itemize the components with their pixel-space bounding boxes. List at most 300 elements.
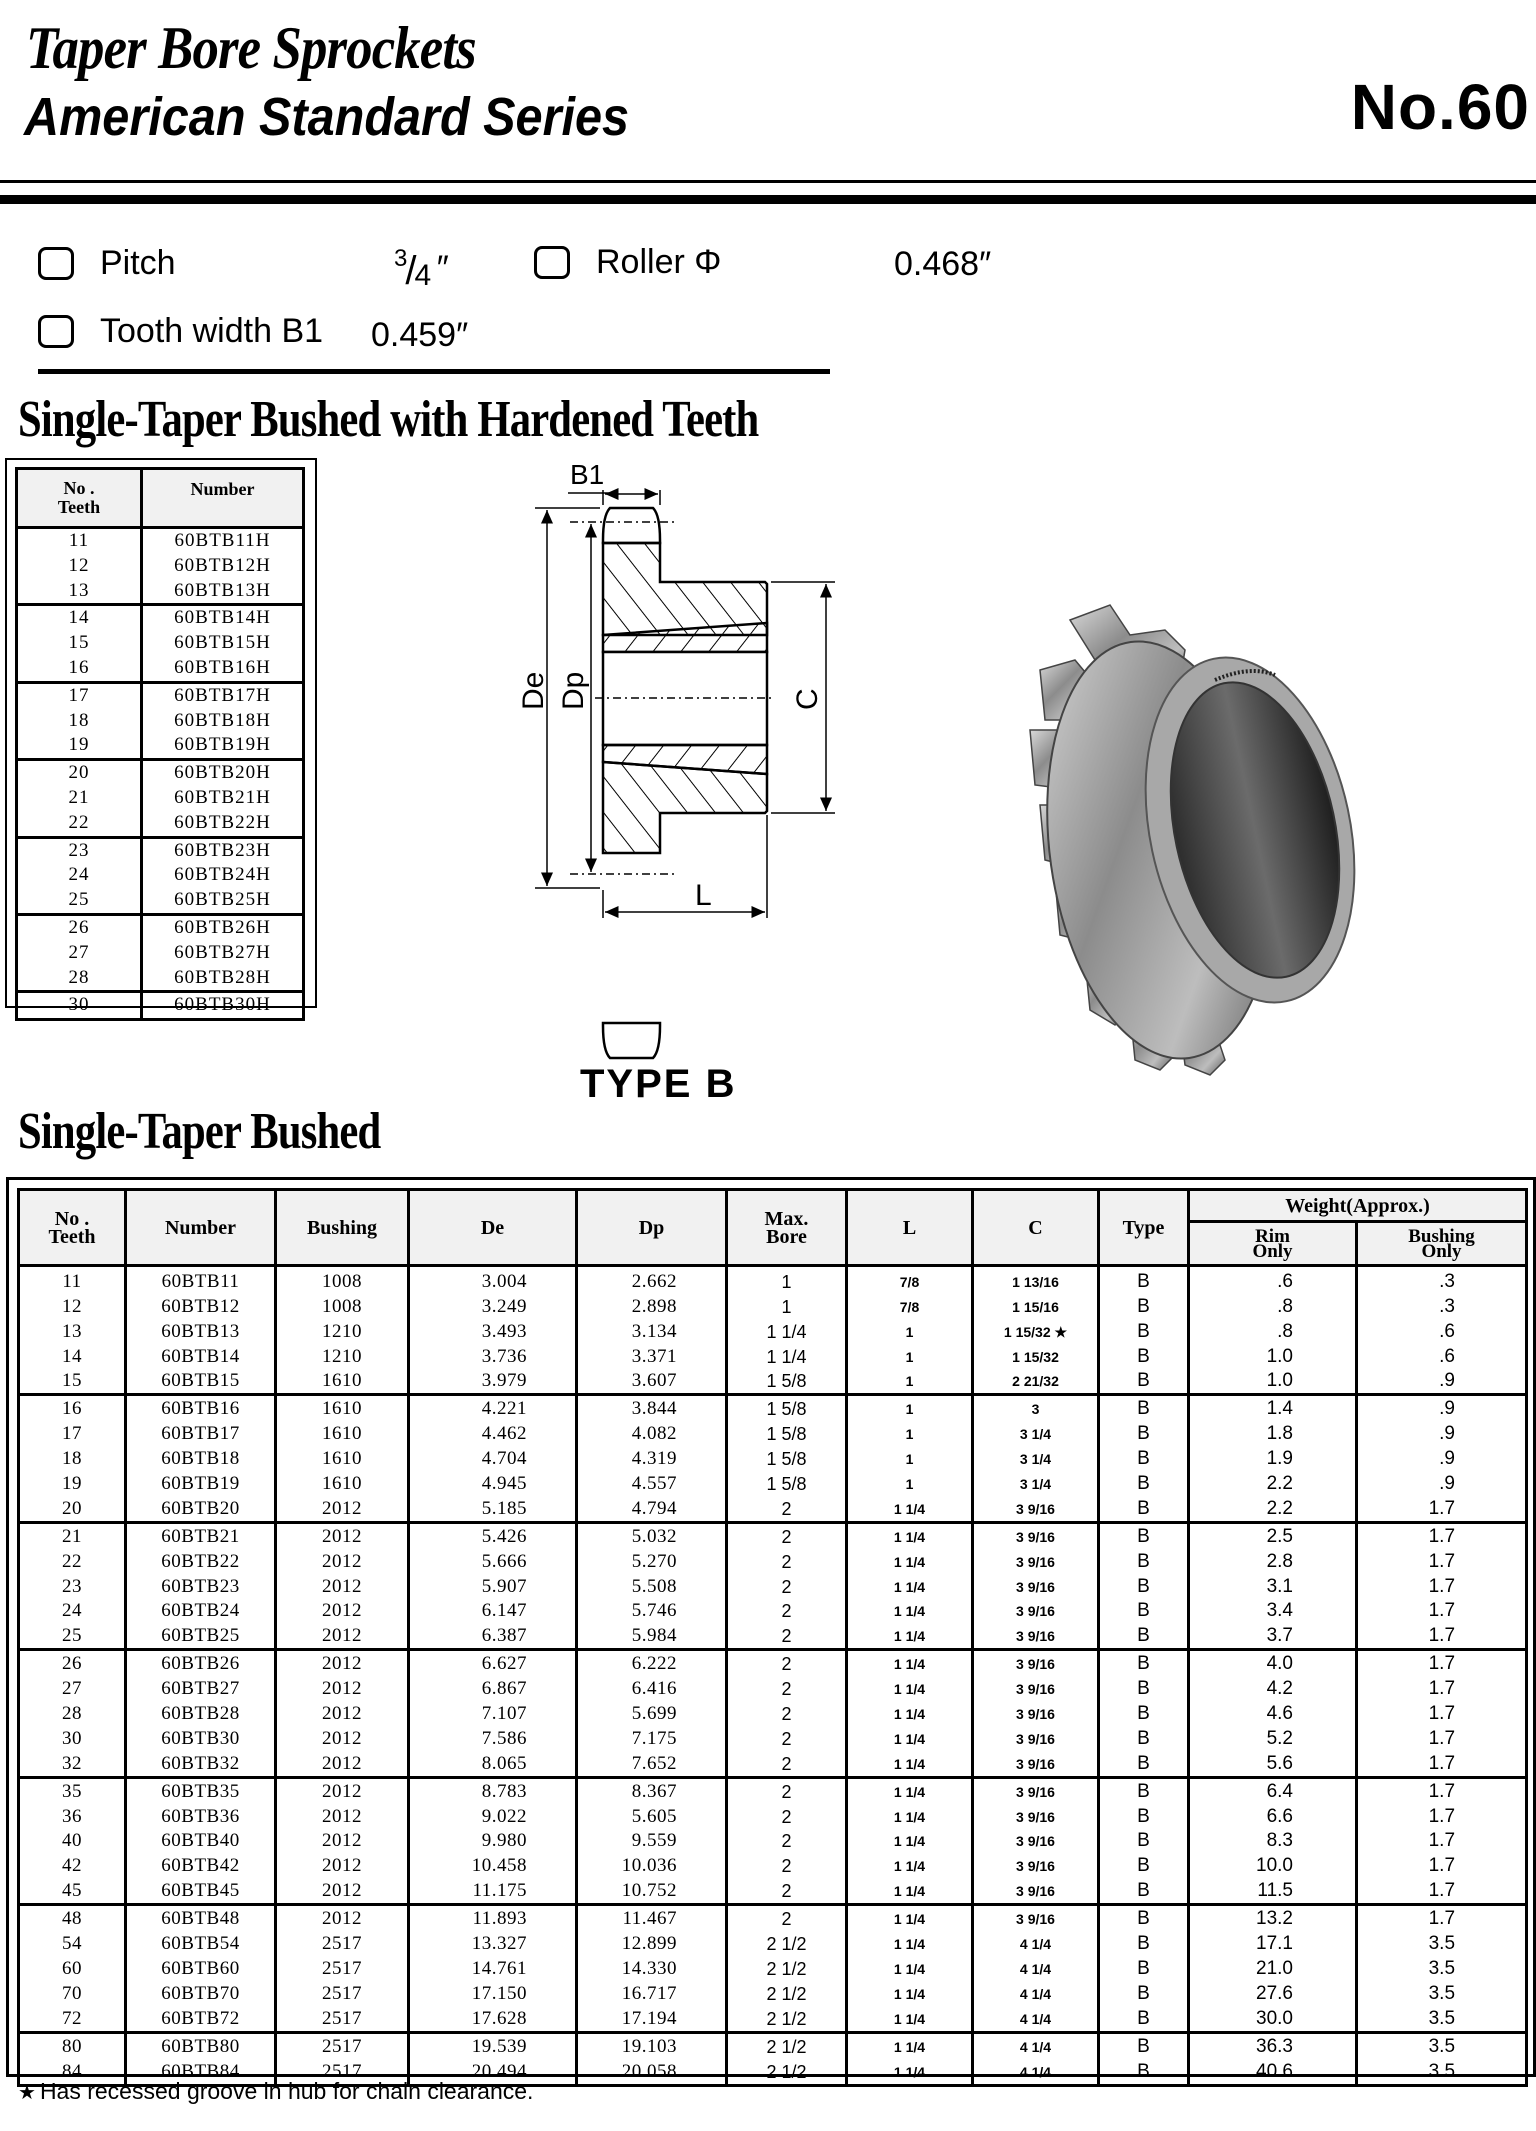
cell-number: 60BTB24 [126,1599,276,1624]
cell-bushing: 2012 [276,1549,409,1574]
cell-teeth: 23 [19,1574,126,1599]
cell-bushing: 1210 [276,1319,409,1344]
cell-max-bore: 2 [727,1549,847,1574]
cell-bushing: 2517 [276,2006,409,2032]
cell-dp: 20.058 [577,2059,727,2085]
cell-c: 4 1/4 [973,2006,1099,2032]
cell-de: 6.387 [409,1623,577,1649]
cell-rim-weight: 1.4 [1189,1395,1357,1421]
cell-max-bore: 2 [727,1829,847,1854]
cell-teeth: 30 [17,992,142,1020]
cell-teeth: 19 [19,1471,126,1496]
hardened-teeth-table-frame [5,458,317,1016]
cell-number: 60BTB13H [142,579,304,605]
cell-rim-weight: 2.2 [1189,1496,1357,1522]
cell-max-bore: 2 1/2 [727,2032,847,2058]
cell-bushing-weight: 3.5 [1357,2032,1527,2058]
dp-label: Dp [557,671,590,710]
table-row [17,966,304,992]
cell-max-bore: 2 [727,1701,847,1726]
cell-de: 14.761 [409,1956,577,1981]
cell-dp: 12.899 [577,1931,727,1956]
table-row [19,1319,1527,1344]
cell-rim-weight: 4.0 [1189,1650,1357,1676]
cell-teeth: 16 [19,1395,126,1421]
cell-bushing: 1610 [276,1369,409,1395]
cell-max-bore: 1 5/8 [727,1369,847,1395]
cell-number: 60BTB16H [142,656,304,682]
cell-bushing: 1008 [276,1294,409,1319]
cell-teeth: 21 [17,786,142,811]
checkbox-square-icon [38,315,74,348]
cell-max-bore: 2 1/2 [727,2006,847,2032]
cell-number: 60BTB17H [142,682,304,708]
spec-roller-label: Roller Φ [596,243,722,281]
cell-rim-weight: .8 [1189,1294,1357,1319]
cell-de: 9.980 [409,1829,577,1854]
cell-dp: 2.662 [577,1266,727,1294]
cell-teeth: 19 [17,733,142,759]
cell-number: 60BTB60 [126,1956,276,1981]
cell-number: 60BTB18 [126,1446,276,1471]
table-row [19,1726,1527,1751]
cell-type: B [1099,1294,1189,1319]
cell-bushing: 1610 [276,1471,409,1496]
cell-teeth: 13 [19,1319,126,1344]
cell-teeth: 20 [17,760,142,786]
cell-bushing: 2012 [276,1676,409,1701]
table-row [19,1751,1527,1777]
table-row [19,1522,1527,1548]
cell-de: 20.494 [409,2059,577,2085]
cell-max-bore: 2 1/2 [727,2059,847,2085]
col-header-number: Number [126,1190,276,1266]
cell-bushing-weight: 3.5 [1357,1981,1527,2006]
cell-rim-weight: 40.6 [1189,2059,1357,2085]
table-row [17,786,304,811]
table-row [19,1471,1527,1496]
cell-type: B [1099,1777,1189,1803]
cell-teeth: 35 [19,1777,126,1803]
cell-dp: 7.175 [577,1726,727,1751]
hardened-teeth-table [15,467,305,1021]
cell-number: 60BTB35 [126,1777,276,1803]
cell-l: 1 1/4 [847,2032,973,2058]
cell-number: 60BTB20 [126,1496,276,1522]
cell-number: 60BTB15H [142,631,304,656]
table-row [17,760,304,786]
cell-c: 4 1/4 [973,2059,1099,2085]
cell-c: 3 9/16 [973,1496,1099,1522]
col-header-bushing: Bushing [276,1190,409,1266]
cell-max-bore: 2 [727,1751,847,1777]
cell-bushing-weight: 1.7 [1357,1522,1527,1548]
cell-teeth: 40 [19,1829,126,1854]
cell-number: 60BTB70 [126,1981,276,2006]
cell-teeth: 45 [19,1878,126,1904]
cell-rim-weight: 3.7 [1189,1623,1357,1649]
cell-max-bore: 2 [727,1726,847,1751]
cell-de: 4.945 [409,1471,577,1496]
col-header-dp: Dp [577,1190,727,1266]
cell-bushing-weight: 1.7 [1357,1726,1527,1751]
cell-c: 3 9/16 [973,1522,1099,1548]
table-row [19,1905,1527,1931]
cell-teeth: 23 [17,837,142,863]
standard-bushed-table [17,1188,1528,2087]
col-header-max-bore: Max. Bore [727,1190,847,1266]
table-row [17,554,304,579]
cell-l: 1 [847,1446,973,1471]
cell-number: 60BTB48 [126,1905,276,1931]
cell-dp: 8.367 [577,1777,727,1803]
cell-number: 60BTB42 [126,1853,276,1878]
cell-l: 1 1/4 [847,1549,973,1574]
cell-teeth: 14 [19,1344,126,1369]
cell-number: 60BTB84 [126,2059,276,2085]
cell-c: 3 1/4 [973,1446,1099,1471]
cell-bushing-weight: .3 [1357,1266,1527,1294]
cell-bushing: 1008 [276,1266,409,1294]
cell-de: 3.979 [409,1369,577,1395]
star-icon: ★ [18,2082,36,2104]
cell-teeth: 11 [17,528,142,554]
col-header-l: L [847,1190,973,1266]
cell-teeth: 14 [17,605,142,631]
cell-bushing-weight: 3.5 [1357,1931,1527,1956]
cell-dp: 3.844 [577,1395,727,1421]
cell-c: 4 1/4 [973,2032,1099,2058]
table-row [17,709,304,734]
cell-number: 60BTB18H [142,709,304,734]
cell-dp: 5.605 [577,1804,727,1829]
cell-type: B [1099,1522,1189,1548]
cell-type: B [1099,1751,1189,1777]
cell-dp: 3.607 [577,1369,727,1395]
cell-bushing-weight: 1.7 [1357,1804,1527,1829]
cell-c: 3 9/16 [973,1574,1099,1599]
cell-teeth: 42 [19,1853,126,1878]
cell-max-bore: 2 1/2 [727,1956,847,1981]
cell-c: 3 1/4 [973,1471,1099,1496]
cell-dp: 4.557 [577,1471,727,1496]
col-header-number: Number [142,469,304,528]
cell-teeth: 25 [17,888,142,914]
cell-bushing-weight: 1.7 [1357,1777,1527,1803]
cell-number: 60BTB26 [126,1650,276,1676]
cell-teeth: 27 [19,1676,126,1701]
cell-c: 3 9/16 [973,1878,1099,1904]
cell-de: 17.628 [409,2006,577,2032]
cell-number: 60BTB22H [142,811,304,837]
cell-l: 1 1/4 [847,1777,973,1803]
cell-number: 60BTB19H [142,733,304,759]
cell-bushing-weight: 1.7 [1357,1676,1527,1701]
cell-c: 3 9/16 [973,1829,1099,1854]
cell-c: 1 15/16 [973,1294,1099,1319]
cell-c: 3 9/16 [973,1905,1099,1931]
table-row [19,2006,1527,2032]
cell-bushing: 2012 [276,1905,409,1931]
cell-bushing-weight: .9 [1357,1446,1527,1471]
cell-number: 60BTB30 [126,1726,276,1751]
cell-l: 1 1/4 [847,1574,973,1599]
cell-de: 13.327 [409,1931,577,1956]
cell-number: 60BTB36 [126,1804,276,1829]
cell-c: 3 9/16 [973,1599,1099,1624]
series-number: No.60 [1350,71,1530,143]
cell-number: 60BTB11H [142,528,304,554]
table-row [19,2032,1527,2058]
cell-number: 60BTB14 [126,1344,276,1369]
cell-bushing-weight: .9 [1357,1421,1527,1446]
cell-teeth: 26 [17,914,142,940]
cell-l: 1 1/4 [847,1981,973,2006]
cell-teeth: 22 [19,1549,126,1574]
cell-number: 60BTB28H [142,966,304,992]
cell-bushing-weight: 1.7 [1357,1496,1527,1522]
cell-teeth: 21 [19,1522,126,1548]
cell-bushing: 2012 [276,1777,409,1803]
cell-bushing-weight: 1.7 [1357,1878,1527,1904]
spec-tooth-width [38,312,323,351]
cell-dp: 17.194 [577,2006,727,2032]
cell-c: 2 21/32 [973,1369,1099,1395]
cell-de: 9.022 [409,1804,577,1829]
cell-number: 60BTB28 [126,1701,276,1726]
cell-c: 3 9/16 [973,1751,1099,1777]
col-header-de: De [409,1190,577,1266]
cell-max-bore: 2 [727,1599,847,1624]
cell-bushing-weight: 1.7 [1357,1905,1527,1931]
cell-l: 1 1/4 [847,1599,973,1624]
cell-number: 60BTB26H [142,914,304,940]
cell-max-bore: 2 1/2 [727,1931,847,1956]
cell-number: 60BTB15 [126,1369,276,1395]
cell-type: B [1099,1623,1189,1649]
cell-teeth: 25 [19,1623,126,1649]
table-row [17,837,304,863]
cell-de: 4.462 [409,1421,577,1446]
cell-l: 1 1/4 [847,1726,973,1751]
cell-c: 3 9/16 [973,1549,1099,1574]
table-row [19,1981,1527,2006]
cell-bushing-weight: 3.5 [1357,2006,1527,2032]
table-row [19,1421,1527,1446]
table-row [17,579,304,605]
cell-bushing-weight: 3.5 [1357,2059,1527,2085]
cell-l: 1 [847,1395,973,1421]
cell-max-bore: 1 [727,1294,847,1319]
cell-dp: 5.508 [577,1574,727,1599]
cell-bushing: 2517 [276,1981,409,2006]
cell-teeth: 70 [19,1981,126,2006]
cell-bushing: 2012 [276,1829,409,1854]
spec-tooth-width-label: Tooth width B1 [100,312,324,350]
cell-bushing-weight: .9 [1357,1369,1527,1395]
cell-l: 1 1/4 [847,1905,973,1931]
cell-type: B [1099,1905,1189,1931]
de-label: De [517,671,550,710]
cell-dp: 10.752 [577,1878,727,1904]
cell-bushing-weight: 1.7 [1357,1574,1527,1599]
cell-bushing: 2517 [276,2032,409,2058]
cell-number: 60BTB19 [126,1471,276,1496]
cell-bushing-weight: .3 [1357,1294,1527,1319]
cell-de: 11.175 [409,1878,577,1904]
cell-l: 1 1/4 [847,1623,973,1649]
cell-max-bore: 1 5/8 [727,1395,847,1421]
spec-roller [534,243,721,282]
cell-bushing: 2517 [276,2059,409,2085]
cell-dp: 14.330 [577,1956,727,1981]
type-b-cross-section-diagram [495,460,835,1110]
cell-type: B [1099,1878,1189,1904]
cell-max-bore: 2 [727,1676,847,1701]
cell-bushing: 2012 [276,1574,409,1599]
cell-rim-weight: 1.0 [1189,1344,1357,1369]
cell-max-bore: 2 [727,1777,847,1803]
cell-l: 1 1/4 [847,1751,973,1777]
table-row [19,1599,1527,1624]
cell-de: 17.150 [409,1981,577,2006]
cell-dp: 6.222 [577,1650,727,1676]
cell-rim-weight: 1.0 [1189,1369,1357,1395]
cell-rim-weight: 1.8 [1189,1421,1357,1446]
cell-type: B [1099,1574,1189,1599]
cell-teeth: 24 [17,863,142,888]
cell-bushing: 2012 [276,1751,409,1777]
cell-l: 1 1/4 [847,1931,973,1956]
cell-number: 60BTB16 [126,1395,276,1421]
cell-teeth: 12 [17,554,142,579]
table-row [19,1676,1527,1701]
cell-bushing-weight: 1.7 [1357,1623,1527,1649]
cell-l: 7/8 [847,1266,973,1294]
cell-l: 1 [847,1421,973,1446]
col-header-teeth: No . Teeth [17,469,142,528]
cell-dp: 2.898 [577,1294,727,1319]
cell-type: B [1099,1931,1189,1956]
cell-c: 3 1/4 [973,1421,1099,1446]
cell-number: 60BTB40 [126,1829,276,1854]
cell-number: 60BTB11 [126,1266,276,1294]
cell-l: 1 [847,1319,973,1344]
cell-type: B [1099,1344,1189,1369]
table-row [17,682,304,708]
table-row [17,811,304,837]
table-row [19,1650,1527,1676]
cell-l: 1 1/4 [847,1878,973,1904]
cell-number: 60BTB22 [126,1549,276,1574]
cell-teeth: 11 [19,1266,126,1294]
cell-bushing: 2517 [276,1956,409,1981]
cell-number: 60BTB27 [126,1676,276,1701]
cell-max-bore: 2 [727,1623,847,1649]
cell-l: 1 [847,1369,973,1395]
cell-bushing: 2012 [276,1726,409,1751]
cell-dp: 5.270 [577,1549,727,1574]
cell-c: 3 [973,1395,1099,1421]
table-row [19,1878,1527,1904]
cell-de: 3.493 [409,1319,577,1344]
col-header-weight: Weight(Approx.) [1189,1190,1527,1222]
table-row [19,1777,1527,1803]
cell-rim-weight: 1.9 [1189,1446,1357,1471]
cell-c: 4 1/4 [973,1956,1099,1981]
spec-pitch-label: Pitch [100,244,176,282]
table-row [19,1266,1527,1294]
cell-teeth: 20 [19,1496,126,1522]
cell-type: B [1099,2006,1189,2032]
cell-number: 60BTB72 [126,2006,276,2032]
cell-teeth: 17 [17,682,142,708]
cell-c: 3 9/16 [973,1777,1099,1803]
cell-bushing: 2012 [276,1522,409,1548]
cell-bushing-weight: 1.7 [1357,1701,1527,1726]
spec-pitch-value: 3 / 4 ″ [394,245,448,293]
cell-c: 4 1/4 [973,1931,1099,1956]
cell-type: B [1099,1599,1189,1624]
cell-rim-weight: 13.2 [1189,1905,1357,1931]
table-row [17,656,304,682]
cell-teeth: 28 [17,966,142,992]
cell-l: 1 1/4 [847,1522,973,1548]
table-row [19,1931,1527,1956]
col-header-type: Type [1099,1190,1189,1266]
cell-dp: 9.559 [577,1829,727,1854]
cell-teeth: 18 [17,709,142,734]
c-label: C [791,688,824,710]
cell-number: 60BTB25 [126,1623,276,1649]
cell-number: 60BTB30H [142,992,304,1020]
table-row [19,1701,1527,1726]
cell-bushing: 2012 [276,1878,409,1904]
cell-rim-weight: .8 [1189,1319,1357,1344]
cell-c: 1 15/32 ★ [973,1319,1099,1344]
cell-de: 6.867 [409,1676,577,1701]
cell-rim-weight: 8.3 [1189,1829,1357,1854]
checkbox-square-icon [534,246,570,279]
cell-teeth: 22 [17,811,142,837]
cell-number: 60BTB32 [126,1751,276,1777]
cell-max-bore: 1 5/8 [727,1446,847,1471]
cell-max-bore: 2 [727,1522,847,1548]
cell-type: B [1099,1266,1189,1294]
cell-rim-weight: 2.2 [1189,1471,1357,1496]
cell-c: 3 9/16 [973,1701,1099,1726]
cell-teeth: 24 [19,1599,126,1624]
cell-l: 1 1/4 [847,1676,973,1701]
cell-de: 5.185 [409,1496,577,1522]
col-header-teeth: No . Teeth [19,1190,126,1266]
cell-dp: 5.746 [577,1599,727,1624]
cell-dp: 3.371 [577,1344,727,1369]
cell-rim-weight: 5.2 [1189,1726,1357,1751]
col-header-rim-only: Rim Only [1189,1222,1357,1266]
cell-de: 11.893 [409,1905,577,1931]
cell-teeth: 60 [19,1956,126,1981]
cell-bushing-weight: .6 [1357,1319,1527,1344]
cell-l: 1 1/4 [847,2006,973,2032]
cell-max-bore: 1 5/8 [727,1421,847,1446]
cell-dp: 5.699 [577,1701,727,1726]
cell-bushing: 1610 [276,1395,409,1421]
cell-dp: 16.717 [577,1981,727,2006]
cell-teeth: 26 [19,1650,126,1676]
cell-number: 60BTB12H [142,554,304,579]
cell-de: 5.666 [409,1549,577,1574]
